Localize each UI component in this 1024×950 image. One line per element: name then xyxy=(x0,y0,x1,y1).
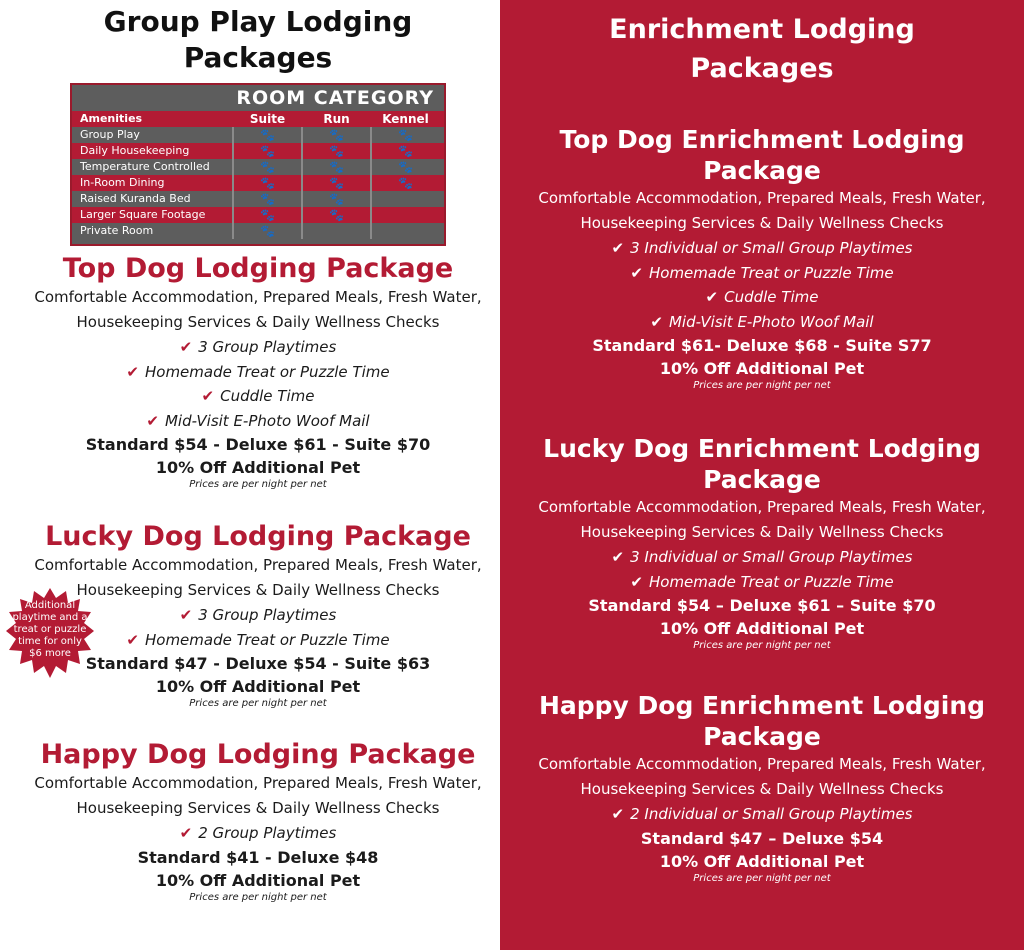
feature-text: Homemade Treat or Puzzle Time xyxy=(144,362,390,381)
package-description: Housekeeping Services & Daily Wellness Checks xyxy=(76,799,440,817)
package-title-line2: Package xyxy=(703,722,821,751)
package-title: Lucky Dog Lodging Package xyxy=(45,521,471,552)
checkmark-icon: ✔ xyxy=(201,387,215,405)
checkmark-icon: ✔ xyxy=(146,411,159,430)
feature-text: Homemade Treat or Puzzle Time xyxy=(648,572,894,591)
package-description: Housekeeping Services & Daily Wellness Checks xyxy=(76,581,440,599)
starburst-line: time for only xyxy=(18,636,82,647)
package-description: Comfortable Accommodation, Prepared Meals, Fresh Water, xyxy=(34,288,482,306)
package-note: Prices are per night per net xyxy=(189,891,327,903)
starburst-line: $6 more xyxy=(29,648,71,659)
feature-text: Homemade Treat or Puzzle Time xyxy=(144,630,390,649)
package-note: Prices are per night per net xyxy=(189,479,327,490)
paw-icon: 🐾 xyxy=(232,159,301,175)
enrichment-title-line1: Enrichment Lodging xyxy=(609,14,915,45)
package-title xyxy=(500,124,1024,186)
package-title-line2: Package xyxy=(703,156,821,185)
checkmark-icon: ✔ xyxy=(611,805,625,823)
paw-icon: 🐾 xyxy=(232,207,301,223)
top-dog-enrichment-package xyxy=(500,124,1024,392)
lucky-dog-enrichment-package xyxy=(500,433,1024,652)
top-dog-package xyxy=(0,253,516,491)
checkmark-icon: ✔ xyxy=(126,362,139,381)
package-note: Prices are per night per net xyxy=(189,698,327,709)
table-row xyxy=(72,207,444,223)
package-description: Comfortable Accommodation, Prepared Meals, Fresh Water, xyxy=(538,498,986,516)
paw-icon xyxy=(301,223,370,239)
paw-icon xyxy=(370,191,439,207)
paw-icon: 🐾 xyxy=(232,143,301,159)
feature-item xyxy=(500,261,1024,286)
table-row xyxy=(72,223,444,239)
paw-icon: 🐾 xyxy=(301,127,370,143)
paw-icon: 🐾 xyxy=(232,175,301,191)
feature-item xyxy=(0,821,516,846)
starburst-line: treat or puzzle xyxy=(13,624,87,635)
package-description: Housekeeping Services & Daily Wellness Checks xyxy=(580,214,944,232)
checkmark-icon: ✔ xyxy=(611,548,625,566)
package-price: Standard $54 - Deluxe $61 - Suite $70 xyxy=(85,435,431,454)
enrichment-title-line2: Packages xyxy=(690,53,834,84)
group-play-column xyxy=(0,0,500,950)
package-price: Standard $47 - Deluxe $54 - Suite $63 xyxy=(85,654,431,673)
column-header-suite: Suite xyxy=(232,111,301,127)
checkmark-icon: ✔ xyxy=(126,630,139,649)
package-discount: 10% Off Additional Pet xyxy=(659,851,865,871)
table-row xyxy=(72,175,444,191)
paw-icon: 🐾 xyxy=(301,175,370,191)
feature-text: 3 Group Playtimes xyxy=(198,338,337,356)
table-row xyxy=(72,159,444,175)
column-header-run: Run xyxy=(301,111,370,127)
package-description: Housekeeping Services & Daily Wellness Checks xyxy=(76,313,440,331)
package-description: Housekeeping Services & Daily Wellness Checks xyxy=(580,780,944,798)
paw-icon: 🐾 xyxy=(232,223,301,239)
package-title-line1: Lucky Dog Enrichment Lodging xyxy=(543,434,981,463)
group-play-title xyxy=(0,4,516,76)
feature-text: Mid-Visit E-Photo Woof Mail xyxy=(164,411,370,430)
happy-dog-enrichment-package xyxy=(500,690,1024,885)
package-discount: 10% Off Additional Pet xyxy=(155,677,361,696)
feature-item xyxy=(0,360,516,385)
paw-icon: 🐾 xyxy=(301,143,370,159)
feature-text: Cuddle Time xyxy=(724,288,819,306)
package-discount: 10% Off Additional Pet xyxy=(155,458,361,477)
checkmark-icon: ✔ xyxy=(630,572,643,591)
feature-text: 3 Individual or Small Group Playtimes xyxy=(630,239,913,257)
feature-text: Homemade Treat or Puzzle Time xyxy=(648,263,894,282)
checkmark-icon: ✔ xyxy=(179,824,193,842)
package-description: Comfortable Accommodation, Prepared Meals, Fresh Water, xyxy=(538,189,986,207)
feature-item xyxy=(500,570,1024,595)
paw-icon: 🐾 xyxy=(370,159,439,175)
paw-icon: 🐾 xyxy=(301,207,370,223)
table-row xyxy=(72,143,444,159)
enrichment-title xyxy=(500,10,1024,88)
paw-icon: 🐾 xyxy=(232,191,301,207)
package-price: Standard $41 - Deluxe $48 xyxy=(137,847,379,867)
package-title: Happy Dog Lodging Package xyxy=(40,739,476,770)
package-price: Standard $61- Deluxe $68 - Suite S77 xyxy=(592,336,932,355)
package-description: Comfortable Accommodation, Prepared Meals, Fresh Water, xyxy=(34,556,482,574)
checkmark-icon: ✔ xyxy=(650,312,663,331)
starburst-text xyxy=(6,600,94,660)
feature-item xyxy=(500,285,1024,310)
paw-icon: 🐾 xyxy=(370,175,439,191)
enrichment-column xyxy=(500,0,1024,950)
feature-item xyxy=(500,310,1024,335)
package-note: Prices are per night per net xyxy=(693,640,831,651)
package-description: Comfortable Accommodation, Prepared Meals, Fresh Water, xyxy=(538,755,986,773)
feature-item xyxy=(500,236,1024,261)
starburst-line: playtime and a xyxy=(12,612,88,623)
package-discount: 10% Off Additional Pet xyxy=(155,870,361,890)
paw-icon xyxy=(370,207,439,223)
checkmark-icon: ✔ xyxy=(705,288,719,306)
feature-text: 2 Group Playtimes xyxy=(198,824,337,842)
feature-item xyxy=(500,802,1024,827)
checkmark-icon: ✔ xyxy=(179,338,193,356)
package-description: Housekeeping Services & Daily Wellness Checks xyxy=(580,523,944,541)
paw-icon: 🐾 xyxy=(370,143,439,159)
column-header-amenities: Amenities xyxy=(80,112,143,125)
feature-text: 2 Individual or Small Group Playtimes xyxy=(630,805,913,823)
package-price: Standard $54 – Deluxe $61 – Suite $70 xyxy=(588,596,936,615)
room-category-header: ROOM CATEGORY xyxy=(72,85,444,111)
package-title: Top Dog Lodging Package xyxy=(62,253,454,284)
checkmark-icon: ✔ xyxy=(179,606,193,624)
package-discount: 10% Off Additional Pet xyxy=(659,359,865,378)
amenity-name: Temperature Controlled xyxy=(80,160,210,173)
amenity-name: In-Room Dining xyxy=(80,176,165,189)
package-price: Standard $47 – Deluxe $54 xyxy=(640,828,884,848)
group-play-title-line2: Packages xyxy=(183,41,333,74)
feature-item xyxy=(0,384,516,409)
table-row xyxy=(72,127,444,143)
column-header-kennel: Kennel xyxy=(370,111,439,127)
package-title-line1: Top Dog Enrichment Lodging xyxy=(559,125,965,154)
feature-text: 3 Group Playtimes xyxy=(198,606,337,624)
amenity-name: Daily Housekeeping xyxy=(80,144,190,157)
paw-icon xyxy=(370,223,439,239)
feature-item xyxy=(0,335,516,360)
paw-icon: 🐾 xyxy=(301,159,370,175)
package-discount: 10% Off Additional Pet xyxy=(659,619,865,638)
starburst-line: Additional xyxy=(24,600,76,611)
amenity-name: Group Play xyxy=(80,128,140,141)
package-note: Prices are per night per net xyxy=(693,872,831,884)
package-note: Prices are per night per net xyxy=(693,380,831,391)
group-play-title-line1: Group Play Lodging xyxy=(103,5,413,38)
package-description: Comfortable Accommodation, Prepared Meals, Fresh Water, xyxy=(34,774,482,792)
happy-dog-package xyxy=(0,739,516,904)
feature-text: Mid-Visit E-Photo Woof Mail xyxy=(668,312,874,331)
package-title-line2: Package xyxy=(703,465,821,494)
package-title-line1: Happy Dog Enrichment Lodging xyxy=(538,691,986,720)
paw-icon: 🐾 xyxy=(301,191,370,207)
paw-icon: 🐾 xyxy=(232,127,301,143)
amenity-name: Private Room xyxy=(80,224,154,237)
table-row xyxy=(72,191,444,207)
room-category-table xyxy=(70,83,446,246)
amenity-name: Larger Square Footage xyxy=(80,208,206,221)
feature-text: 3 Individual or Small Group Playtimes xyxy=(630,548,913,566)
amenity-name: Raised Kuranda Bed xyxy=(80,192,191,205)
feature-item xyxy=(0,409,516,434)
package-title xyxy=(500,433,1024,495)
checkmark-icon: ✔ xyxy=(630,263,643,282)
checkmark-icon: ✔ xyxy=(611,239,625,257)
paw-icon: 🐾 xyxy=(370,127,439,143)
room-table-column-headers xyxy=(72,111,444,127)
feature-item xyxy=(500,545,1024,570)
feature-text: Cuddle Time xyxy=(220,387,315,405)
package-title xyxy=(500,690,1024,752)
